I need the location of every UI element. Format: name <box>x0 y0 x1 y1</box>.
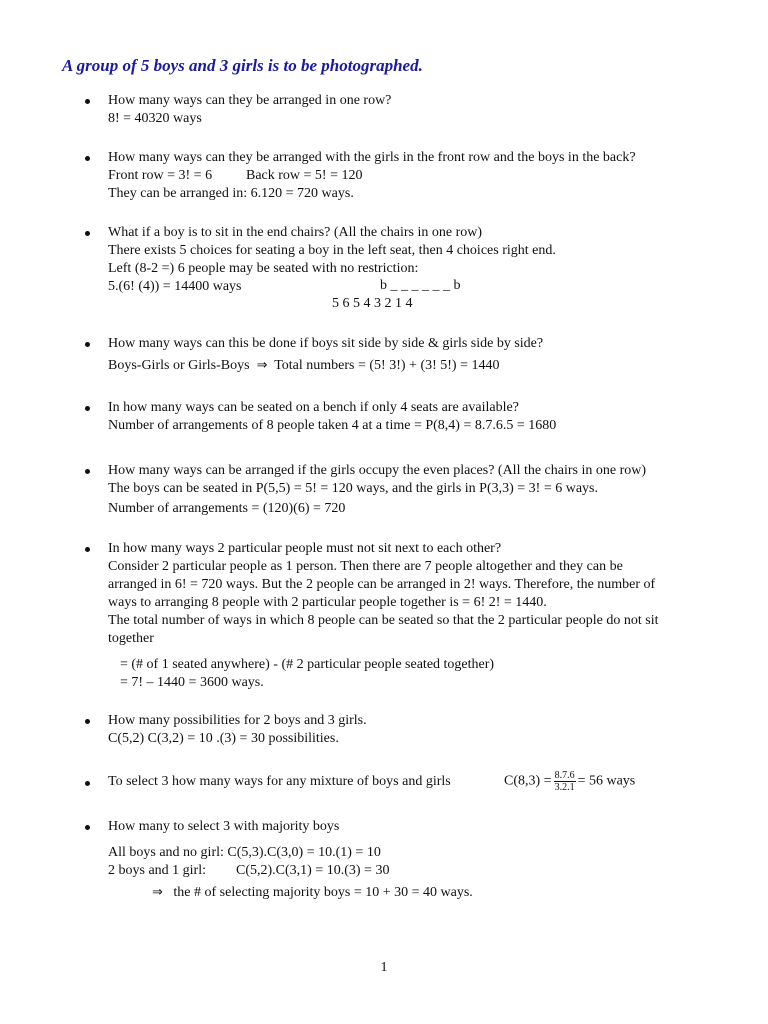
answer-text: Total numbers = (5! 3!) + (3! 5!) = 1440 <box>274 358 500 373</box>
question-text: How many ways can they be arranged with the girls in the front row and the boys in the back? <box>108 150 636 165</box>
question-2 <box>82 149 712 203</box>
back-row-text: Back row = 5! = 120 <box>246 168 363 183</box>
bullet-icon <box>82 224 94 236</box>
answer-line: 5.(6! (4)) = 14400 ways <box>108 279 242 294</box>
fraction-numerator: 8.7.6 <box>554 770 575 781</box>
answer-text: They can be arranged in: 6.120 = 720 ways. <box>108 186 354 201</box>
answer-line: arranged in 6! = 720 ways. But the 2 people can be arranged in 2! ways. Therefore, the number of <box>108 577 656 592</box>
answer-line: The total number of ways in which 8 people can be seated so that the 2 particular people do not sit <box>108 613 659 628</box>
answer-line <box>108 357 712 375</box>
fraction-denominator: 3.2.1 <box>554 782 575 793</box>
question-text: How many ways can they be arranged in one row? <box>108 93 392 108</box>
bullet-icon <box>82 92 94 104</box>
bullet-icon <box>82 540 94 552</box>
bullet-icon <box>82 818 94 830</box>
question-text: How many ways can be arranged if the girls occupy the even places? (All the chairs in one row) <box>108 463 647 478</box>
implies-arrow-icon: ⇒ <box>256 358 268 373</box>
question-line <box>108 770 712 793</box>
question-text: How many possibilities for 2 boys and 3 girls. <box>108 713 367 728</box>
implies-arrow-icon: ⇒ <box>152 885 163 900</box>
question-1 <box>82 92 712 128</box>
answer-line: Left (8-2 =) 6 people may be seated with no restriction: <box>108 261 419 276</box>
answer-line: = 7! – 1440 = 3600 ways. <box>120 675 264 690</box>
bullet-icon <box>82 774 94 786</box>
bullet-icon <box>82 335 94 347</box>
question-9 <box>82 770 712 793</box>
answer-text: the # of selecting majority boys = 10 + 30 = 40 ways. <box>173 885 473 900</box>
question-text: What if a boy is to sit in the end chairs? (All the chairs in one row) <box>108 225 483 240</box>
answer-line <box>152 884 712 902</box>
answer-line: All boys and no girl: C(5,3).C(3,0) = 10.(1) = 10 <box>108 845 381 860</box>
page-number: 1 <box>380 960 388 975</box>
question-8 <box>82 712 712 748</box>
answer-text: 8! = 40320 ways <box>108 111 202 126</box>
seat-pattern: b _ _ _ _ _ _ b <box>380 278 461 293</box>
answer-line: There exists 5 choices for seating a boy in the left seat, then 4 choices right end. <box>108 243 556 258</box>
answer-text: C(5,2).C(3,1) = 10.(3) = 30 <box>236 863 390 878</box>
question-7 <box>82 540 712 692</box>
answer-line: The boys can be seated in P(5,5) = 5! = 120 ways, and the girls in P(3,3) = 3! = 6 ways. <box>108 481 598 496</box>
answer-text: Number of arrangements of 8 people taken 4 at a time = P(8,4) = 8.7.6.5 = 1680 <box>108 418 557 433</box>
seat-choices: 5 6 5 4 3 2 1 4 <box>332 296 413 311</box>
answer-text: C(5,2) C(3,2) = 10 .(3) = 30 possibilities. <box>108 731 339 746</box>
page-title: A group of 5 boys and 3 girls is to be photographed. <box>62 56 423 75</box>
question-text: To select 3 how many ways for any mixture of boys and girls <box>108 773 451 789</box>
answer-line <box>108 167 712 185</box>
formula-lhs: C(8,3) = <box>504 773 552 789</box>
question-10 <box>82 818 712 902</box>
answer-line: together <box>108 631 154 646</box>
question-text: In how many ways 2 particular people must not sit next to each other? <box>108 541 502 556</box>
answer-text: Boys-Girls or Girls-Boys <box>108 358 250 373</box>
question-5 <box>82 399 712 435</box>
question-4 <box>82 335 712 375</box>
bullet-icon <box>82 399 94 411</box>
formula-result: = 56 ways <box>577 773 636 789</box>
bullet-icon <box>82 462 94 474</box>
fraction <box>554 770 576 793</box>
question-6 <box>82 462 712 518</box>
bullet-icon <box>82 712 94 724</box>
answer-line: Number of arrangements = (120)(6) = 720 <box>108 501 346 516</box>
answer-line: = (# of 1 seated anywhere) - (# 2 particular people seated together) <box>120 657 495 672</box>
front-row-text: Front row = 3! = 6 <box>108 168 213 183</box>
answer-line: Consider 2 particular people as 1 person. Then there are 7 people altogether and they can be <box>108 559 623 574</box>
answer-line: ways to arranging 8 people with 2 particular people together is = 6! 2! = 1440. <box>108 595 547 610</box>
question-text: In how many ways can be seated on a bench if only 4 seats are available? <box>108 400 519 415</box>
question-text: How many ways can this be done if boys sit side by side & girls side by side? <box>108 336 544 351</box>
bullet-icon <box>82 149 94 161</box>
answer-label: 2 boys and 1 girl: <box>108 863 206 878</box>
answer-line <box>108 862 712 880</box>
question-text: How many to select 3 with majority boys <box>108 819 340 834</box>
